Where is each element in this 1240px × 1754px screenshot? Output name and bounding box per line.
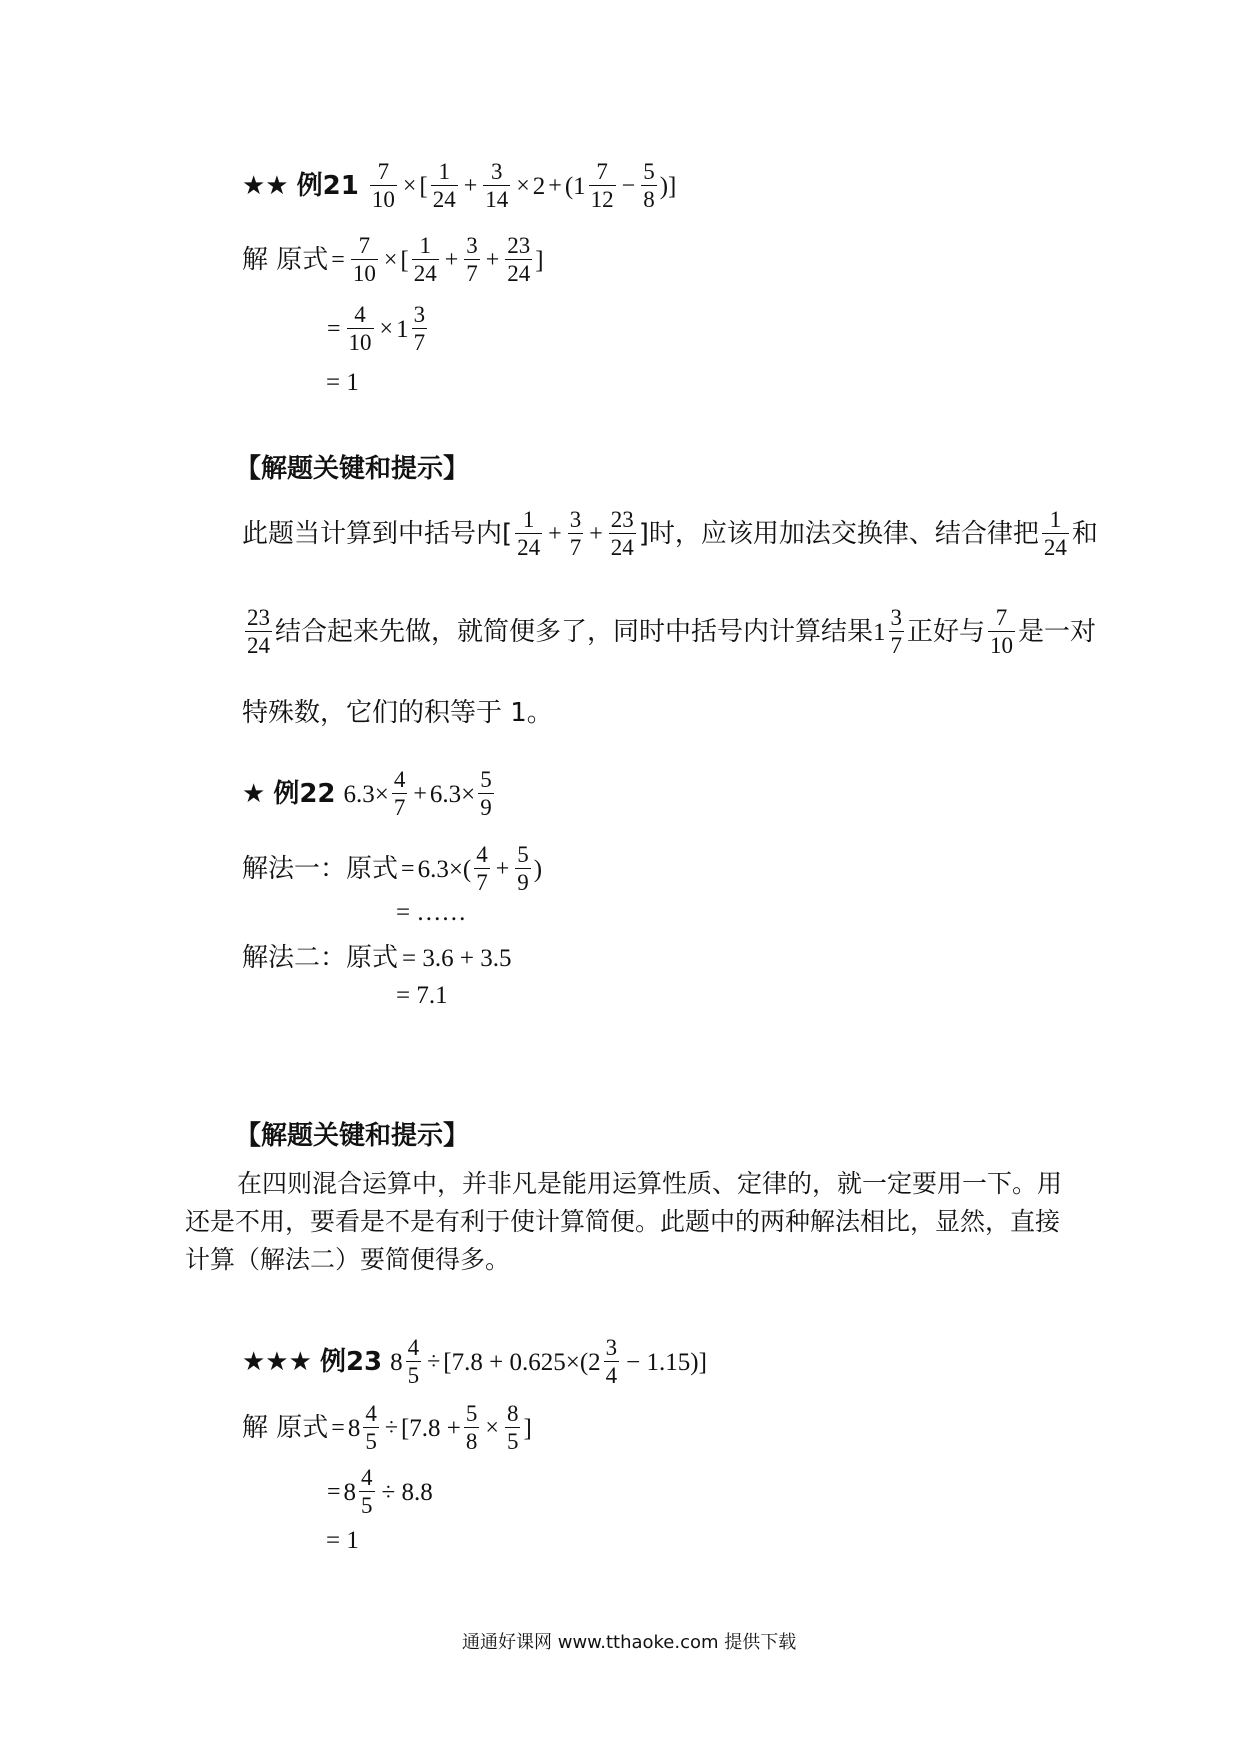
ex21-solution-step2: = $\frac{4}{10}$ × 1 $\frac{3}{7}$ (327, 302, 426, 356)
fraction: $\frac{5}{8}$ (643, 159, 655, 213)
ex23-solution-step1: 解 原式 = 8 $\frac{4}{5}$ ÷ [7.8 + $\frac{5}{8}$ × $\frac{8}{5}$ ] (242, 1401, 532, 1455)
ex22-method1: 解法一：原式 = 6.3×( $\frac{4}{7}$ + $\frac{5}{9}$ ) (242, 842, 543, 896)
example-label: 例21 (296, 171, 359, 202)
ex23-solution-step3: = 1 (326, 1527, 359, 1554)
ex21-solution-step3: = 1 (326, 369, 359, 396)
example-label: 例23 (319, 1347, 383, 1378)
ex22-problem: ★ 例22 6.3× $\frac{4}{7}$ + 6.3× $\frac{5}{9}$ (242, 767, 492, 821)
solution-label: 解 原式 (242, 1413, 329, 1444)
hint-heading: 【解题关键和提示】 (235, 1121, 470, 1151)
fraction: $\frac{3}{14}$ (485, 159, 509, 213)
page-footer: 通通好课网 www.tthaoke.com 提供下载 (462, 1632, 797, 1653)
fraction: $\frac{1}{24}$ (432, 159, 456, 213)
difficulty-stars: ★★★ (242, 1347, 312, 1378)
hint1-line3: 特殊数，它们的积等于 1。 (242, 698, 553, 728)
ex23-solution-step2: = 8 $\frac{4}{5}$ ÷ 8.8 (327, 1465, 433, 1519)
ex23-problem: ★★★ 例23 8 $\frac{4}{5}$ ÷ [7.8 + 0.625×( 2 $\frac{3}{4}$ − 1.15)] (242, 1335, 707, 1389)
ex22-method1-cont: = …… (396, 899, 467, 926)
ex21-problem: ★★ 例21 $\frac{7}{10}$ × [ $\frac{1}{24}$ + $\frac{3}{14}$ × 2 + ( 1 $\frac{7}{12}$ − $\frac{5}{8}$ )] (242, 159, 677, 213)
ex21-solution-step1: 解 原式 = $\frac{7}{10}$ × [ $\frac{1}{24}$ + $\frac{3}{7}$ + $\frac{23}{24}$ ] (242, 233, 544, 287)
difficulty-stars: ★ (242, 779, 266, 810)
ex22-method2-cont: = 7.1 (396, 982, 448, 1009)
hint2-paragraph: 在四则混合运算中，并非凡是能用运算性质、定律的，就一定要用一下。用还是不用，要看是不是有利于使计算简便。此题中的两种解法相比，显然，直接计算（解法二）要简便得多。 (185, 1169, 1063, 1274)
hint1-line1: 此题当计算到中括号内[ $\frac{1}{24}$ + $\frac{3}{7}$ + $\frac{23}{24}$ ]时，应该用加法交换律、结合律把 $\frac{1}{24}$ 和 (242, 507, 1098, 561)
hint1-line2: $\frac{23}{24}$ 结合起来先做，就简便多了，同时中括号内计算结果 1 $\frac{3}{7}$ 正好与 $\frac{7}{10}$ 是一对 (247, 605, 1097, 659)
example-label: 例22 (273, 779, 336, 810)
difficulty-stars: ★★ (242, 171, 289, 202)
fraction: $\frac{7}{10}$ (371, 159, 395, 213)
hint-heading: 【解题关键和提示】 (235, 454, 470, 484)
solution-label: 解 原式 (242, 245, 329, 276)
ex22-method2: 解法二：原式 = 3.6 + 3.5 (242, 943, 512, 973)
mixed-number: 1 $\frac{7}{12}$ (573, 159, 614, 213)
